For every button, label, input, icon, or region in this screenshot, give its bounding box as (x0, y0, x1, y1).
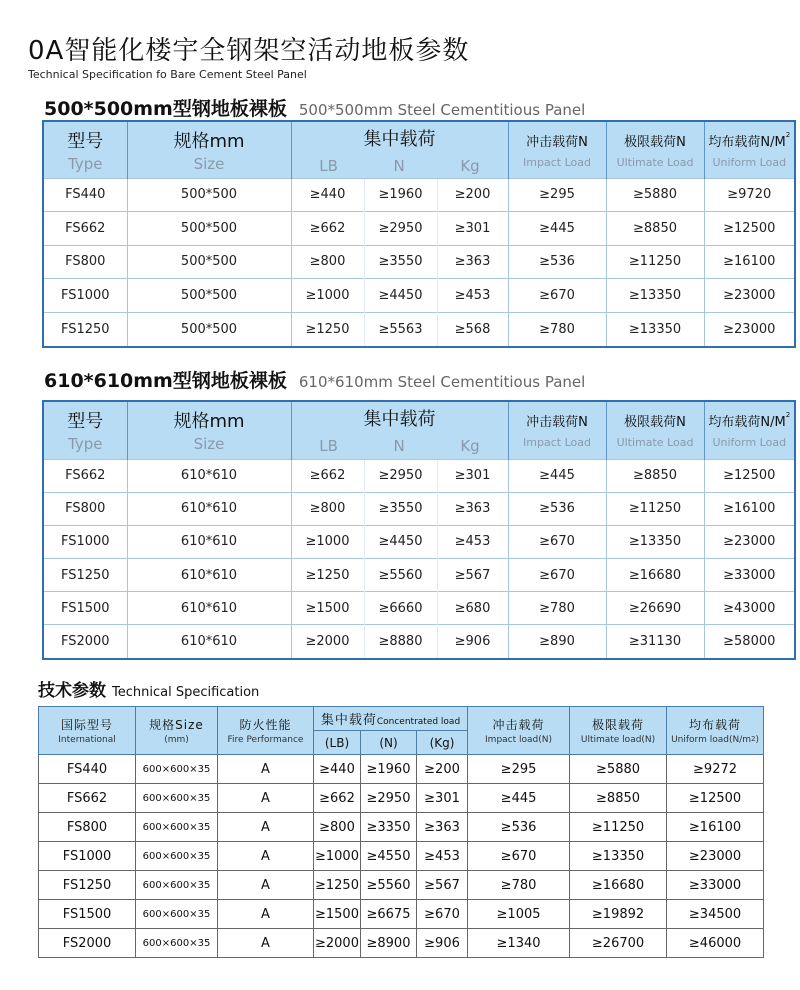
cell-uniform: ≥46000 (667, 929, 764, 958)
cell-uniform: ≥23000 (704, 279, 795, 313)
cell-uniform: ≥9720 (704, 178, 795, 212)
cell-impact: ≥295 (468, 755, 570, 784)
header-fire: 防火性能 Fire Performance (218, 707, 314, 755)
cell-ultimate: ≥16680 (570, 871, 667, 900)
table-row (43, 492, 795, 525)
section1-title-en: 500*500mm Steel Cementitious Panel (298, 101, 586, 119)
header-size: 规格Size (mm) (136, 707, 218, 755)
cell-uniform: ≥23000 (667, 842, 764, 871)
cell-n: ≥2950 (361, 784, 417, 813)
cell-kg: ≥363 (417, 813, 468, 842)
cell-kg: ≥200 (437, 178, 508, 212)
cell-kg: ≥301 (437, 459, 508, 492)
header-concentrated-load: 集中载荷Concentrated load (314, 707, 468, 731)
cell-lb: ≥800 (291, 492, 364, 525)
header-impact: 冲击载荷N Impact Load (508, 401, 606, 459)
section1-title-cn: 500*500mm型钢地板裸板 (44, 98, 287, 120)
cell-ultimate: ≥26700 (570, 929, 667, 958)
cell-kg: ≥301 (417, 784, 468, 813)
section3-title (38, 676, 259, 701)
cell-impact: ≥1340 (468, 929, 570, 958)
cell-fire: A (218, 784, 314, 813)
cell-impact: ≥295 (508, 178, 606, 212)
cell-size: 600×600×35 (136, 900, 218, 929)
cell-fire: A (218, 755, 314, 784)
header-impact: 冲击载荷 Impact load(N) (468, 707, 570, 755)
header-concentrated-load: 集中载荷 LB N Kg (291, 401, 508, 459)
cell-kg: ≥363 (437, 245, 508, 279)
cell-size: 610*610 (127, 459, 291, 492)
cell-lb: ≥1000 (291, 279, 364, 313)
cell-size: 610*610 (127, 592, 291, 625)
header-ultimate: 极限载荷N Ultimate Load (606, 401, 704, 459)
header-size: 规格mm Size (127, 121, 291, 178)
table-row (39, 929, 764, 958)
cell-impact: ≥536 (508, 245, 606, 279)
table-row (43, 279, 795, 313)
cell-kg: ≥906 (417, 929, 468, 958)
cell-impact: ≥780 (468, 871, 570, 900)
cell-uniform: ≥34500 (667, 900, 764, 929)
cell-ultimate: ≥5880 (570, 755, 667, 784)
cell-model: FS1250 (39, 871, 136, 900)
cell-model: FS1250 (43, 312, 127, 347)
cell-model: FS2000 (43, 625, 127, 659)
cell-ultimate: ≥13350 (606, 525, 704, 558)
header-impact: 冲击载荷N Impact Load (508, 121, 606, 178)
header-lb: (LB) (314, 731, 361, 755)
cell-size: 500*500 (127, 279, 291, 313)
cell-uniform: ≥23000 (704, 312, 795, 347)
table-row (43, 178, 795, 212)
section2-title-cn: 610*610mm型钢地板裸板 (44, 370, 287, 392)
cell-n: ≥5560 (361, 871, 417, 900)
cell-kg: ≥453 (417, 842, 468, 871)
table-row (39, 755, 764, 784)
cell-impact: ≥670 (508, 558, 606, 591)
table-row (39, 842, 764, 871)
page-subtitle: Technical Specification fo Bare Cement Steel Panel (28, 68, 307, 81)
cell-impact: ≥536 (468, 813, 570, 842)
section3-title-en: Technical Specification (112, 685, 260, 700)
table-row (43, 312, 795, 347)
cell-model: FS662 (43, 212, 127, 246)
section2-title (44, 366, 585, 393)
cell-size: 600×600×35 (136, 871, 218, 900)
cell-size: 500*500 (127, 178, 291, 212)
cell-impact: ≥445 (508, 459, 606, 492)
cell-kg: ≥453 (437, 525, 508, 558)
cell-n: ≥1960 (364, 178, 437, 212)
cell-impact: ≥670 (508, 525, 606, 558)
table-row (39, 900, 764, 929)
cell-ultimate: ≥8850 (570, 784, 667, 813)
cell-uniform: ≥12500 (667, 784, 764, 813)
cell-n: ≥3550 (364, 492, 437, 525)
cell-size: 500*500 (127, 312, 291, 347)
tech-header-row-1 (39, 707, 764, 731)
table-row (43, 245, 795, 279)
cell-uniform: ≥33000 (667, 871, 764, 900)
cell-n: ≥8900 (361, 929, 417, 958)
cell-lb: ≥1000 (291, 525, 364, 558)
header-uniform: 均布载荷$N/M^2$ Uniform Load (704, 121, 795, 178)
cell-fire: A (218, 813, 314, 842)
cell-lb: ≥800 (314, 813, 361, 842)
cell-size: 600×600×35 (136, 842, 218, 871)
cell-model: FS800 (43, 492, 127, 525)
cell-model: FS662 (39, 784, 136, 813)
header-kg: (Kg) (417, 731, 468, 755)
cell-ultimate: ≥11250 (570, 813, 667, 842)
page-title: 0A智能化楼宇全钢架空活动地板参数 (28, 36, 470, 66)
cell-lb: ≥662 (291, 212, 364, 246)
table-row (43, 625, 795, 659)
cell-uniform: ≥9272 (667, 755, 764, 784)
cell-ultimate: ≥19892 (570, 900, 667, 929)
table-row (43, 212, 795, 246)
cell-n: ≥3350 (361, 813, 417, 842)
header-model: 型号 Type (43, 401, 127, 459)
cell-model: FS662 (43, 459, 127, 492)
cell-fire: A (218, 929, 314, 958)
cell-uniform: ≥33000 (704, 558, 795, 591)
cell-fire: A (218, 871, 314, 900)
header-concentrated-load: 集中载荷 LB N Kg (291, 121, 508, 178)
cell-model: FS1500 (39, 900, 136, 929)
cell-size: 600×600×35 (136, 813, 218, 842)
cell-impact: ≥780 (508, 592, 606, 625)
table-row (39, 784, 764, 813)
section3-title-cn: 技术参数 (38, 681, 106, 701)
cell-ultimate: ≥16680 (606, 558, 704, 591)
cell-kg: ≥680 (437, 592, 508, 625)
cell-n: ≥4550 (361, 842, 417, 871)
cell-model: FS440 (39, 755, 136, 784)
cell-n: ≥5563 (364, 312, 437, 347)
cell-lb: ≥662 (291, 459, 364, 492)
cell-model: FS800 (43, 245, 127, 279)
cell-lb: ≥2000 (314, 929, 361, 958)
cell-lb: ≥1500 (291, 592, 364, 625)
cell-size: 610*610 (127, 558, 291, 591)
table-header-row (43, 401, 795, 459)
table-row (43, 592, 795, 625)
cell-uniform: ≥23000 (704, 525, 795, 558)
cell-model: FS1000 (39, 842, 136, 871)
cell-ultimate: ≥13350 (606, 279, 704, 313)
cell-n: ≥1960 (361, 755, 417, 784)
cell-lb: ≥440 (291, 178, 364, 212)
cell-impact: ≥1005 (468, 900, 570, 929)
table-row (39, 871, 764, 900)
cell-kg: ≥568 (437, 312, 508, 347)
cell-size: 610*610 (127, 525, 291, 558)
cell-lb: ≥440 (314, 755, 361, 784)
header-size: 规格mm Size (127, 401, 291, 459)
table-row (43, 558, 795, 591)
cell-ultimate: ≥11250 (606, 492, 704, 525)
cell-size: 500*500 (127, 245, 291, 279)
cell-kg: ≥906 (437, 625, 508, 659)
cell-fire: A (218, 842, 314, 871)
cell-fire: A (218, 900, 314, 929)
spec-table-610 (42, 400, 796, 660)
cell-kg: ≥301 (437, 212, 508, 246)
cell-lb: ≥1250 (291, 312, 364, 347)
cell-lb: ≥1250 (291, 558, 364, 591)
spec-table-500 (42, 120, 796, 348)
cell-n: ≥6660 (364, 592, 437, 625)
cell-kg: ≥363 (437, 492, 508, 525)
table-row (43, 525, 795, 558)
cell-impact: ≥670 (468, 842, 570, 871)
cell-uniform: ≥16100 (667, 813, 764, 842)
cell-ultimate: ≥5880 (606, 178, 704, 212)
cell-size: 500*500 (127, 212, 291, 246)
cell-n: ≥4450 (364, 525, 437, 558)
cell-impact: ≥780 (508, 312, 606, 347)
section2-title-en: 610*610mm Steel Cementitious Panel (298, 373, 586, 391)
cell-kg: ≥670 (417, 900, 468, 929)
header-ultimate: 极限载荷 Ultimate load(N) (570, 707, 667, 755)
cell-lb: ≥1250 (314, 871, 361, 900)
cell-ultimate: ≥11250 (606, 245, 704, 279)
header-intl: 国际型号 International (39, 707, 136, 755)
cell-lb: ≥2000 (291, 625, 364, 659)
cell-model: FS2000 (39, 929, 136, 958)
cell-size: 610*610 (127, 625, 291, 659)
cell-n: ≥6675 (361, 900, 417, 929)
header-model: 型号 Type (43, 121, 127, 178)
cell-uniform: ≥16100 (704, 245, 795, 279)
cell-impact: ≥536 (508, 492, 606, 525)
cell-model: FS1000 (43, 279, 127, 313)
cell-size: 600×600×35 (136, 929, 218, 958)
tech-spec-table (38, 706, 764, 958)
cell-ultimate: ≥8850 (606, 212, 704, 246)
cell-lb: ≥1000 (314, 842, 361, 871)
header-n: (N) (361, 731, 417, 755)
cell-n: ≥4450 (364, 279, 437, 313)
table-row (39, 813, 764, 842)
cell-size: 610*610 (127, 492, 291, 525)
table-row (43, 459, 795, 492)
cell-ultimate: ≥26690 (606, 592, 704, 625)
cell-size: 600×600×35 (136, 784, 218, 813)
cell-lb: ≥1500 (314, 900, 361, 929)
cell-ultimate: ≥13350 (606, 312, 704, 347)
cell-model: FS1500 (43, 592, 127, 625)
cell-size: 600×600×35 (136, 755, 218, 784)
cell-ultimate: ≥8850 (606, 459, 704, 492)
cell-kg: ≥200 (417, 755, 468, 784)
cell-model: FS440 (43, 178, 127, 212)
cell-kg: ≥567 (417, 871, 468, 900)
cell-n: ≥2950 (364, 212, 437, 246)
header-uniform: 均布载荷$N/M^2$ Uniform Load (704, 401, 795, 459)
cell-lb: ≥662 (314, 784, 361, 813)
cell-uniform: ≥12500 (704, 212, 795, 246)
cell-lb: ≥800 (291, 245, 364, 279)
cell-ultimate: ≥31130 (606, 625, 704, 659)
cell-impact: ≥890 (508, 625, 606, 659)
table-header-row (43, 121, 795, 178)
cell-model: FS1000 (43, 525, 127, 558)
cell-n: ≥5560 (364, 558, 437, 591)
cell-uniform: ≥43000 (704, 592, 795, 625)
cell-n: ≥8880 (364, 625, 437, 659)
cell-model: FS1250 (43, 558, 127, 591)
cell-model: FS800 (39, 813, 136, 842)
cell-uniform: ≥58000 (704, 625, 795, 659)
cell-kg: ≥567 (437, 558, 508, 591)
cell-uniform: ≥12500 (704, 459, 795, 492)
cell-kg: ≥453 (437, 279, 508, 313)
cell-n: ≥2950 (364, 459, 437, 492)
cell-ultimate: ≥13350 (570, 842, 667, 871)
header-uniform: 均布载荷 Uniform $load(N/m^2)$ (667, 707, 764, 755)
section1-title (44, 94, 585, 121)
cell-impact: ≥670 (508, 279, 606, 313)
cell-uniform: ≥16100 (704, 492, 795, 525)
cell-impact: ≥445 (468, 784, 570, 813)
cell-n: ≥3550 (364, 245, 437, 279)
header-ultimate: 极限载荷N Ultimate Load (606, 121, 704, 178)
cell-impact: ≥445 (508, 212, 606, 246)
